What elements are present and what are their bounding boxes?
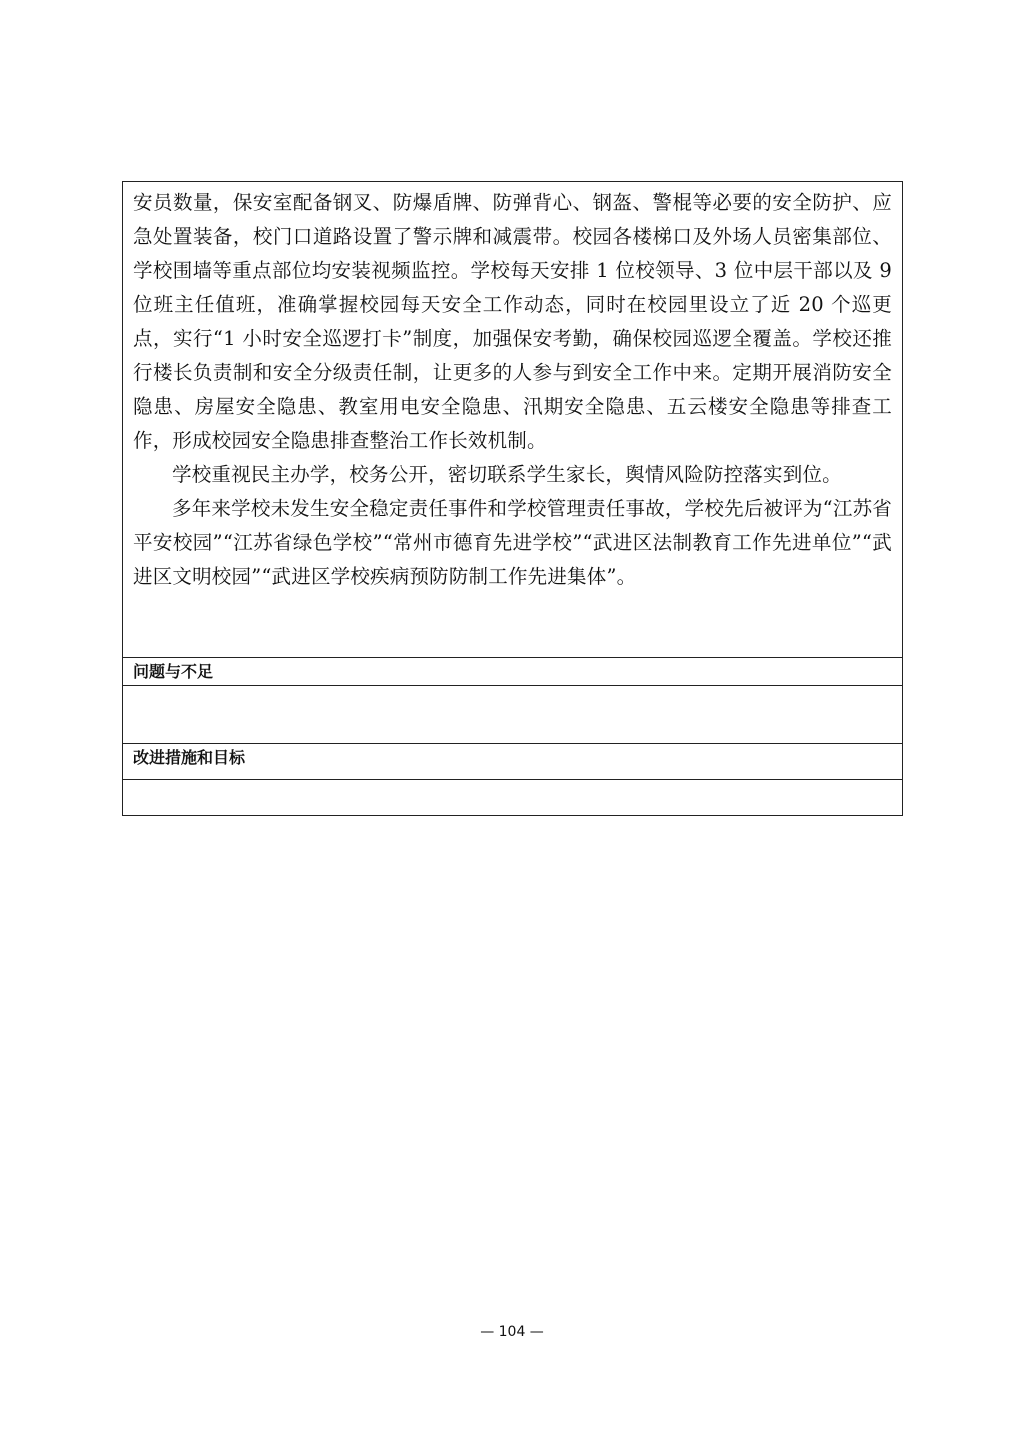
content-cell bbox=[123, 182, 902, 658]
problems-content-cell bbox=[123, 686, 902, 744]
page-number: — 104 — bbox=[480, 1324, 544, 1340]
problems-label: 问题与不足 bbox=[123, 658, 902, 686]
paragraph-safety-measures: 安员数量，保安室配备钢叉、防爆盾牌、防弹背心、钢盔、警棍等必要的安全防护、应急处置装备，校门口道路设置了警示牌和减震带。校园各楼梯口及外场人员密集部位、学校围墙等重点部位均安装视频监控。学校每天安排 1 位校领导、3 位中层干部以及 9 位班主任值班，准确掌握校园每天安全工作动态，同时在校园里设立了近 20 个巡更点，实行“1 小时安全巡逻打卡”制度，加强保安考勤，确保校园巡逻全覆盖。学校还推行楼长负责制和安全分级责任制，让更多的人参与到安全工作中来。定期开展消防安全隐患、房屋安全隐患、教室用电安全隐患、汛期安全隐患、五云楼安全隐患等排查工作，形成校园安全隐患排查整治工作长效机制。 bbox=[133, 191, 892, 452]
improvements-content-cell bbox=[123, 780, 902, 815]
paragraph-democratic-management: 学校重视民主办学，校务公开，密切联系学生家长，舆情风险防控落实到位。 bbox=[172, 463, 842, 486]
document-table bbox=[122, 181, 903, 816]
improvements-label: 改进措施和目标 bbox=[123, 744, 902, 780]
paragraph-honors: 多年来学校未发生安全稳定责任事件和学校管理责任事故，学校先后被评为“江苏省平安校园”“江苏省绿色学校”“常州市德育先进学校”“武进区法制教育工作先进单位”“武进区文明校园”“武进区学校疾病预防防制工作先进集体”。 bbox=[133, 497, 892, 588]
